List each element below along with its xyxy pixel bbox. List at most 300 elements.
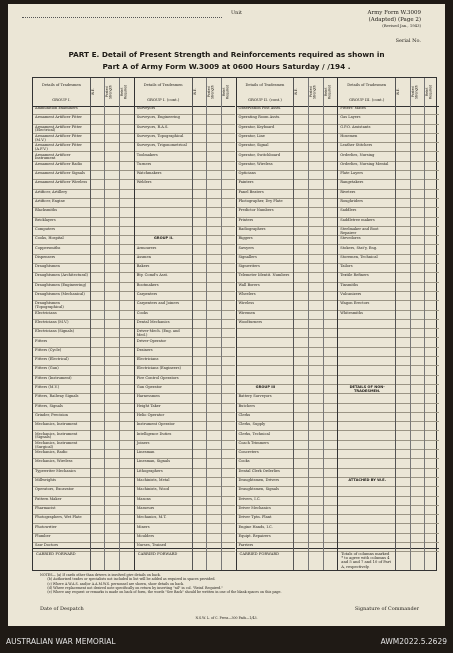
count-cell[interactable] xyxy=(396,246,410,255)
count-cell[interactable] xyxy=(91,162,105,171)
count-cell[interactable] xyxy=(294,525,308,534)
count-cell[interactable] xyxy=(207,441,221,450)
count-cell[interactable] xyxy=(324,236,338,245)
count-cell[interactable] xyxy=(105,227,119,236)
count-cell[interactable] xyxy=(324,525,338,534)
count-cell[interactable] xyxy=(207,404,221,413)
count-cell[interactable] xyxy=(222,515,236,524)
count-cell[interactable] xyxy=(324,404,338,413)
count-cell[interactable] xyxy=(105,376,119,385)
carried-count-cell[interactable] xyxy=(193,548,207,570)
count-cell[interactable] xyxy=(425,497,439,506)
count-cell[interactable] xyxy=(222,199,236,208)
count-cell[interactable] xyxy=(105,143,119,152)
carried-count-cell[interactable] xyxy=(120,548,134,570)
count-cell[interactable] xyxy=(120,441,134,450)
count-cell[interactable] xyxy=(309,180,323,189)
count-cell[interactable] xyxy=(294,246,308,255)
count-cell[interactable] xyxy=(425,180,439,189)
count-cell[interactable] xyxy=(91,366,105,375)
count-cell[interactable] xyxy=(105,357,119,366)
count-cell[interactable] xyxy=(324,115,338,124)
count-cell[interactable] xyxy=(324,311,338,320)
count-cell[interactable] xyxy=(324,106,338,115)
count-cell[interactable] xyxy=(411,320,425,329)
count-cell[interactable] xyxy=(425,273,439,282)
count-cell[interactable] xyxy=(207,143,221,152)
count-cell[interactable] xyxy=(411,208,425,217)
count-cell[interactable] xyxy=(207,329,221,338)
count-cell[interactable] xyxy=(222,125,236,134)
count-cell[interactable] xyxy=(193,143,207,152)
count-cell[interactable] xyxy=(105,348,119,357)
count-cell[interactable] xyxy=(105,171,119,180)
count-cell[interactable] xyxy=(425,459,439,468)
count-cell[interactable] xyxy=(411,506,425,515)
count-cell[interactable] xyxy=(207,311,221,320)
count-cell[interactable] xyxy=(294,273,308,282)
count-cell[interactable] xyxy=(193,515,207,524)
count-cell[interactable] xyxy=(193,478,207,487)
count-cell[interactable] xyxy=(411,478,425,487)
count-cell[interactable] xyxy=(411,469,425,478)
count-cell[interactable] xyxy=(425,264,439,273)
count-cell[interactable] xyxy=(425,515,439,524)
count-cell[interactable] xyxy=(396,208,410,217)
count-cell[interactable] xyxy=(309,273,323,282)
count-cell[interactable] xyxy=(193,413,207,422)
count-cell[interactable] xyxy=(411,301,425,310)
count-cell[interactable] xyxy=(105,208,119,217)
count-cell[interactable] xyxy=(324,143,338,152)
count-cell[interactable] xyxy=(207,264,221,273)
count-cell[interactable] xyxy=(411,273,425,282)
count-cell[interactable] xyxy=(411,450,425,459)
count-cell[interactable] xyxy=(207,385,221,394)
count-cell[interactable] xyxy=(425,246,439,255)
count-cell[interactable] xyxy=(294,190,308,199)
count-cell[interactable] xyxy=(294,497,308,506)
count-cell[interactable] xyxy=(193,366,207,375)
count-cell[interactable] xyxy=(309,450,323,459)
count-cell[interactable] xyxy=(294,515,308,524)
count-cell[interactable] xyxy=(105,255,119,264)
count-cell[interactable] xyxy=(309,376,323,385)
count-cell[interactable] xyxy=(222,153,236,162)
count-cell[interactable] xyxy=(120,487,134,496)
count-cell[interactable] xyxy=(411,153,425,162)
count-cell[interactable] xyxy=(425,525,439,534)
count-cell[interactable] xyxy=(91,311,105,320)
count-cell[interactable] xyxy=(91,329,105,338)
count-cell[interactable] xyxy=(91,376,105,385)
count-cell[interactable] xyxy=(222,171,236,180)
count-cell[interactable] xyxy=(222,413,236,422)
count-cell[interactable] xyxy=(105,487,119,496)
count-cell[interactable] xyxy=(396,115,410,124)
count-cell[interactable] xyxy=(396,432,410,441)
count-cell[interactable] xyxy=(309,534,323,543)
count-cell[interactable] xyxy=(324,227,338,236)
count-cell[interactable] xyxy=(120,292,134,301)
count-cell[interactable] xyxy=(120,329,134,338)
count-cell[interactable] xyxy=(105,311,119,320)
count-cell[interactable] xyxy=(207,534,221,543)
count-cell[interactable] xyxy=(411,311,425,320)
count-cell[interactable] xyxy=(105,162,119,171)
count-cell[interactable] xyxy=(105,115,119,124)
count-cell[interactable] xyxy=(120,394,134,403)
count-cell[interactable] xyxy=(425,283,439,292)
count-cell[interactable] xyxy=(396,404,410,413)
count-cell[interactable] xyxy=(309,171,323,180)
count-cell[interactable] xyxy=(193,311,207,320)
count-cell[interactable] xyxy=(324,506,338,515)
count-cell[interactable] xyxy=(193,487,207,496)
count-cell[interactable] xyxy=(207,469,221,478)
count-cell[interactable] xyxy=(105,525,119,534)
count-cell[interactable] xyxy=(309,283,323,292)
count-cell[interactable] xyxy=(324,125,338,134)
count-cell[interactable] xyxy=(120,459,134,468)
carried-count-cell[interactable] xyxy=(324,548,338,570)
count-cell[interactable] xyxy=(396,264,410,273)
count-cell[interactable] xyxy=(193,171,207,180)
count-cell[interactable] xyxy=(294,180,308,189)
count-cell[interactable] xyxy=(207,497,221,506)
count-cell[interactable] xyxy=(324,255,338,264)
count-cell[interactable] xyxy=(411,292,425,301)
count-cell[interactable] xyxy=(120,376,134,385)
count-cell[interactable] xyxy=(425,292,439,301)
count-cell[interactable] xyxy=(193,376,207,385)
count-cell[interactable] xyxy=(294,311,308,320)
count-cell[interactable] xyxy=(396,143,410,152)
count-cell[interactable] xyxy=(425,357,439,366)
count-cell[interactable] xyxy=(396,366,410,375)
count-cell[interactable] xyxy=(411,497,425,506)
count-cell[interactable] xyxy=(294,292,308,301)
count-cell[interactable] xyxy=(396,227,410,236)
count-cell[interactable] xyxy=(91,422,105,431)
count-cell[interactable] xyxy=(425,432,439,441)
count-cell[interactable] xyxy=(222,236,236,245)
count-cell[interactable] xyxy=(294,441,308,450)
count-cell[interactable] xyxy=(120,246,134,255)
count-cell[interactable] xyxy=(294,450,308,459)
count-cell[interactable] xyxy=(324,208,338,217)
count-cell[interactable] xyxy=(91,432,105,441)
count-cell[interactable] xyxy=(294,366,308,375)
count-cell[interactable] xyxy=(396,292,410,301)
count-cell[interactable] xyxy=(425,450,439,459)
count-cell[interactable] xyxy=(105,534,119,543)
count-cell[interactable] xyxy=(91,125,105,134)
count-cell[interactable] xyxy=(396,134,410,143)
count-cell[interactable] xyxy=(105,199,119,208)
count-cell[interactable] xyxy=(294,339,308,348)
count-cell[interactable] xyxy=(207,422,221,431)
count-cell[interactable] xyxy=(411,404,425,413)
count-cell[interactable] xyxy=(105,301,119,310)
count-cell[interactable] xyxy=(105,134,119,143)
count-cell[interactable] xyxy=(425,385,439,394)
count-cell[interactable] xyxy=(120,264,134,273)
count-cell[interactable] xyxy=(294,413,308,422)
count-cell[interactable] xyxy=(309,301,323,310)
count-cell[interactable] xyxy=(120,348,134,357)
count-cell[interactable] xyxy=(324,459,338,468)
count-cell[interactable] xyxy=(193,459,207,468)
count-cell[interactable] xyxy=(193,357,207,366)
count-cell[interactable] xyxy=(411,115,425,124)
count-cell[interactable] xyxy=(411,246,425,255)
count-cell[interactable] xyxy=(207,459,221,468)
count-cell[interactable] xyxy=(294,394,308,403)
count-cell[interactable] xyxy=(105,459,119,468)
count-cell[interactable] xyxy=(425,227,439,236)
count-cell[interactable] xyxy=(222,534,236,543)
count-cell[interactable] xyxy=(324,515,338,524)
count-cell[interactable] xyxy=(396,497,410,506)
count-cell[interactable] xyxy=(222,487,236,496)
count-cell[interactable] xyxy=(207,366,221,375)
count-cell[interactable] xyxy=(411,171,425,180)
count-cell[interactable] xyxy=(396,376,410,385)
count-cell[interactable] xyxy=(105,366,119,375)
count-cell[interactable] xyxy=(105,422,119,431)
count-cell[interactable] xyxy=(425,143,439,152)
count-cell[interactable] xyxy=(222,311,236,320)
count-cell[interactable] xyxy=(324,301,338,310)
count-cell[interactable] xyxy=(222,459,236,468)
count-cell[interactable] xyxy=(120,404,134,413)
count-cell[interactable] xyxy=(207,478,221,487)
count-cell[interactable] xyxy=(294,329,308,338)
count-cell[interactable] xyxy=(120,422,134,431)
count-cell[interactable] xyxy=(396,190,410,199)
count-cell[interactable] xyxy=(411,394,425,403)
count-cell[interactable] xyxy=(425,134,439,143)
count-cell[interactable] xyxy=(91,469,105,478)
count-cell[interactable] xyxy=(222,506,236,515)
count-cell[interactable] xyxy=(193,246,207,255)
count-cell[interactable] xyxy=(396,180,410,189)
count-cell[interactable] xyxy=(105,497,119,506)
count-cell[interactable] xyxy=(91,478,105,487)
count-cell[interactable] xyxy=(324,478,338,487)
count-cell[interactable] xyxy=(425,115,439,124)
count-cell[interactable] xyxy=(425,394,439,403)
count-cell[interactable] xyxy=(396,413,410,422)
count-cell[interactable] xyxy=(222,441,236,450)
count-cell[interactable] xyxy=(396,487,410,496)
count-cell[interactable] xyxy=(193,273,207,282)
count-cell[interactable] xyxy=(294,153,308,162)
count-cell[interactable] xyxy=(105,190,119,199)
count-cell[interactable] xyxy=(396,153,410,162)
count-cell[interactable] xyxy=(207,125,221,134)
count-cell[interactable] xyxy=(425,236,439,245)
count-cell[interactable] xyxy=(91,246,105,255)
count-cell[interactable] xyxy=(324,292,338,301)
count-cell[interactable] xyxy=(222,497,236,506)
count-cell[interactable] xyxy=(91,348,105,357)
count-cell[interactable] xyxy=(105,125,119,134)
count-cell[interactable] xyxy=(207,348,221,357)
count-cell[interactable] xyxy=(324,218,338,227)
count-cell[interactable] xyxy=(324,348,338,357)
count-cell[interactable] xyxy=(294,478,308,487)
count-cell[interactable] xyxy=(105,329,119,338)
count-cell[interactable] xyxy=(193,320,207,329)
count-cell[interactable] xyxy=(396,385,410,394)
count-cell[interactable] xyxy=(222,208,236,217)
count-cell[interactable] xyxy=(309,264,323,273)
count-cell[interactable] xyxy=(91,134,105,143)
carried-count-cell[interactable] xyxy=(309,548,323,570)
count-cell[interactable] xyxy=(324,273,338,282)
count-cell[interactable] xyxy=(309,329,323,338)
count-cell[interactable] xyxy=(222,255,236,264)
count-cell[interactable] xyxy=(294,208,308,217)
count-cell[interactable] xyxy=(120,311,134,320)
count-cell[interactable] xyxy=(207,515,221,524)
count-cell[interactable] xyxy=(396,273,410,282)
count-cell[interactable] xyxy=(207,208,221,217)
count-cell[interactable] xyxy=(309,143,323,152)
count-cell[interactable] xyxy=(396,218,410,227)
count-cell[interactable] xyxy=(411,255,425,264)
count-cell[interactable] xyxy=(324,329,338,338)
count-cell[interactable] xyxy=(309,134,323,143)
count-cell[interactable] xyxy=(425,534,439,543)
count-cell[interactable] xyxy=(207,450,221,459)
count-cell[interactable] xyxy=(120,115,134,124)
count-cell[interactable] xyxy=(425,366,439,375)
count-cell[interactable] xyxy=(193,497,207,506)
count-cell[interactable] xyxy=(324,134,338,143)
count-cell[interactable] xyxy=(411,366,425,375)
count-cell[interactable] xyxy=(91,515,105,524)
count-cell[interactable] xyxy=(91,180,105,189)
count-cell[interactable] xyxy=(396,236,410,245)
count-cell[interactable] xyxy=(105,273,119,282)
count-cell[interactable] xyxy=(222,478,236,487)
count-cell[interactable] xyxy=(294,236,308,245)
count-cell[interactable] xyxy=(91,264,105,273)
count-cell[interactable] xyxy=(222,106,236,115)
count-cell[interactable] xyxy=(207,283,221,292)
count-cell[interactable] xyxy=(324,339,338,348)
count-cell[interactable] xyxy=(396,469,410,478)
count-cell[interactable] xyxy=(222,143,236,152)
count-cell[interactable] xyxy=(396,534,410,543)
count-cell[interactable] xyxy=(207,106,221,115)
count-cell[interactable] xyxy=(193,190,207,199)
count-cell[interactable] xyxy=(193,236,207,245)
count-cell[interactable] xyxy=(425,125,439,134)
count-cell[interactable] xyxy=(120,162,134,171)
count-cell[interactable] xyxy=(120,385,134,394)
count-cell[interactable] xyxy=(294,115,308,124)
carried-count-cell[interactable] xyxy=(411,548,425,570)
count-cell[interactable] xyxy=(193,404,207,413)
count-cell[interactable] xyxy=(294,469,308,478)
count-cell[interactable] xyxy=(294,125,308,134)
count-cell[interactable] xyxy=(324,534,338,543)
count-cell[interactable] xyxy=(396,441,410,450)
count-cell[interactable] xyxy=(222,134,236,143)
count-cell[interactable] xyxy=(105,153,119,162)
count-cell[interactable] xyxy=(105,236,119,245)
count-cell[interactable] xyxy=(411,525,425,534)
count-cell[interactable] xyxy=(207,525,221,534)
count-cell[interactable] xyxy=(207,199,221,208)
count-cell[interactable] xyxy=(396,255,410,264)
count-cell[interactable] xyxy=(309,422,323,431)
carried-count-cell[interactable] xyxy=(294,548,308,570)
count-cell[interactable] xyxy=(91,534,105,543)
count-cell[interactable] xyxy=(309,497,323,506)
count-cell[interactable] xyxy=(425,218,439,227)
count-cell[interactable] xyxy=(91,404,105,413)
count-cell[interactable] xyxy=(193,385,207,394)
count-cell[interactable] xyxy=(120,125,134,134)
count-cell[interactable] xyxy=(91,218,105,227)
count-cell[interactable] xyxy=(193,227,207,236)
count-cell[interactable] xyxy=(91,385,105,394)
count-cell[interactable] xyxy=(193,153,207,162)
count-cell[interactable] xyxy=(324,199,338,208)
count-cell[interactable] xyxy=(193,348,207,357)
count-cell[interactable] xyxy=(309,394,323,403)
count-cell[interactable] xyxy=(425,190,439,199)
count-cell[interactable] xyxy=(425,376,439,385)
count-cell[interactable] xyxy=(91,143,105,152)
count-cell[interactable] xyxy=(91,525,105,534)
count-cell[interactable] xyxy=(193,134,207,143)
count-cell[interactable] xyxy=(396,311,410,320)
count-cell[interactable] xyxy=(193,432,207,441)
count-cell[interactable] xyxy=(120,525,134,534)
count-cell[interactable] xyxy=(309,162,323,171)
count-cell[interactable] xyxy=(193,264,207,273)
count-cell[interactable] xyxy=(120,515,134,524)
count-cell[interactable] xyxy=(411,199,425,208)
count-cell[interactable] xyxy=(309,525,323,534)
count-cell[interactable] xyxy=(222,246,236,255)
count-cell[interactable] xyxy=(193,199,207,208)
count-cell[interactable] xyxy=(222,394,236,403)
count-cell[interactable] xyxy=(222,357,236,366)
count-cell[interactable] xyxy=(105,283,119,292)
count-cell[interactable] xyxy=(411,180,425,189)
count-cell[interactable] xyxy=(425,422,439,431)
count-cell[interactable] xyxy=(309,348,323,357)
count-cell[interactable] xyxy=(105,106,119,115)
count-cell[interactable] xyxy=(91,106,105,115)
count-cell[interactable] xyxy=(309,320,323,329)
count-cell[interactable] xyxy=(294,134,308,143)
count-cell[interactable] xyxy=(222,422,236,431)
count-cell[interactable] xyxy=(309,199,323,208)
count-cell[interactable] xyxy=(120,497,134,506)
count-cell[interactable] xyxy=(411,422,425,431)
count-cell[interactable] xyxy=(193,441,207,450)
count-cell[interactable] xyxy=(193,292,207,301)
carried-count-cell[interactable] xyxy=(425,548,439,570)
